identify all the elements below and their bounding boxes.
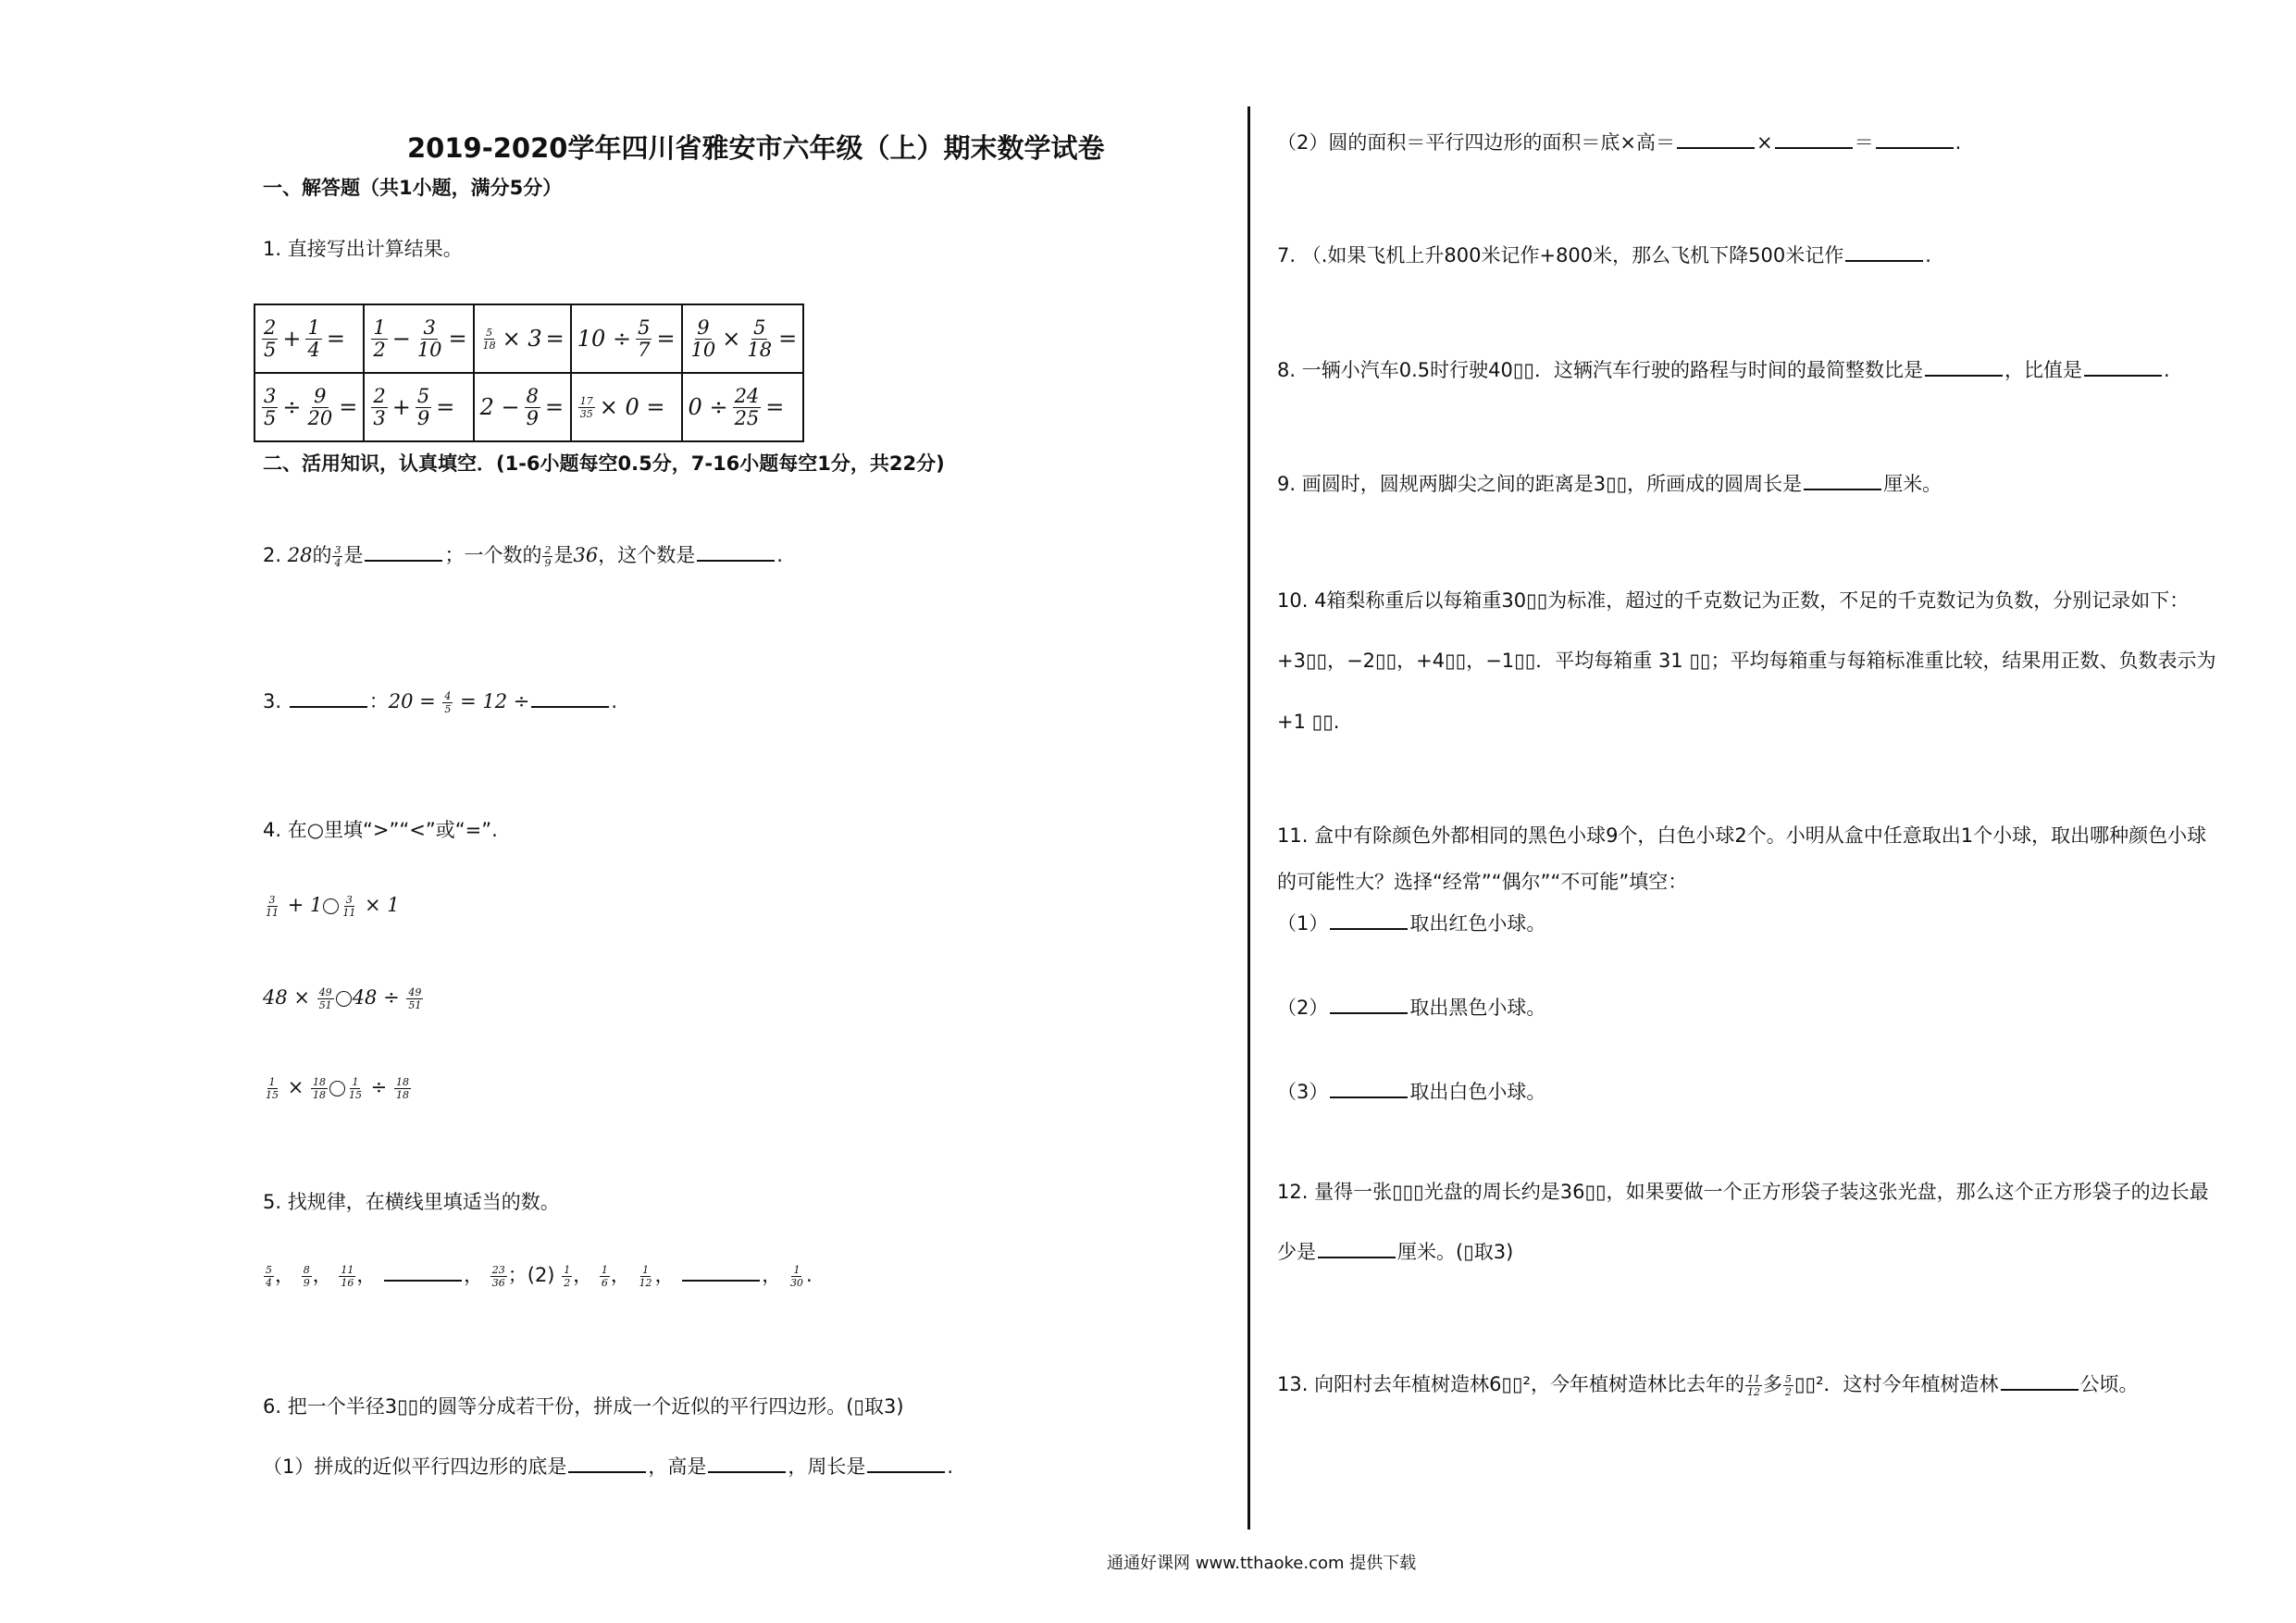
answer-blank[interactable] <box>1677 130 1755 149</box>
question-10-line-1: 10. 4箱梨称重后以每箱重30▯▯为标准，超过的千克数记为正数，不足的千克数记为负数，分别记录如下： <box>1277 589 2190 612</box>
question-11-part-1: （1） 取出红色小球。 <box>1277 912 1546 935</box>
answer-blank[interactable] <box>568 1455 646 1473</box>
question-11-line-2: 的可能性大？选择“经常”“偶尔”“不可能”填空： <box>1277 871 1688 893</box>
answer-blank[interactable] <box>1318 1240 1396 1258</box>
answer-blank[interactable] <box>531 689 609 708</box>
question-5: 5. 找规律，在横线里填适当的数。 <box>263 1191 560 1213</box>
compare-circle[interactable] <box>336 991 352 1007</box>
answer-blank[interactable] <box>867 1455 945 1473</box>
question-7: 7. （.如果飞机上升800米记作+800米，那么飞机下降500米记作 . <box>1277 244 1931 266</box>
table-cell: $\frac{5}{18}$ × 3 = <box>474 304 571 373</box>
question-10-line-2: +3▯▯，−2▯▯，+4▯▯，−1▯▯．平均每箱重 31 ▯▯；平均每箱重与每箱标准重比较，结果用正数、负数表示为 <box>1277 650 2216 672</box>
question-6-part-1: （1）拼成的近似平行四边形的底是 ，高是 ，周长是 . <box>263 1456 954 1478</box>
calculation-table <box>254 304 804 442</box>
answer-blank[interactable] <box>365 543 442 562</box>
answer-blank[interactable] <box>1330 996 1408 1014</box>
page-title: 2019-2020学年四川省雅安市六年级（上）期末数学试卷 <box>407 132 1105 164</box>
compare-line-2: 48 × $\frac{49}{51}$ 48 ÷ $\frac{49}{51}$ <box>263 986 422 1011</box>
question-11-part-3: （3） 取出白色小球。 <box>1277 1081 1546 1103</box>
answer-blank[interactable] <box>1804 472 1881 490</box>
answer-blank[interactable] <box>708 1455 786 1473</box>
table-cell: 2 − $\frac{8}{9}$ = <box>474 373 571 441</box>
table-cell: 10 ÷ $\frac{5}{7}$ = <box>571 304 682 373</box>
question-8: 8. 一辆小汽车0.5时行驶40▯▯．这辆汽车行驶的路程与时间的最简整数比是 ，比值是 . <box>1277 359 2170 381</box>
column-divider <box>1247 106 1250 1530</box>
table-cell: 0 ÷ $\frac{24}{25}$ = <box>682 373 804 441</box>
table-cell: $\frac{3}{5}$ ÷ $\frac{9}{20}$ = <box>254 373 364 441</box>
answer-blank[interactable] <box>384 1263 462 1282</box>
question-4: 4. 在○里填“>”“<”或“=”. <box>263 819 498 841</box>
compare-line-3: $\frac{1}{15}$ × $\frac{18}{18}$ $\frac{1}{15}$ ÷ $\frac{18}{18}$ <box>266 1076 409 1101</box>
table-cell: $\frac{17}{35}$ × 0 = <box>571 373 682 441</box>
question-11-line-1: 11. 盒中有除颜色外都相同的黑色小球9个，白色小球2个。小明从盒中任意取出1个小球，取出哪种颜色小球 <box>1277 824 2207 847</box>
question-9: 9. 画圆时，圆规两脚尖之间的距离是3▯▯，所画成的圆周长是 厘米。 <box>1277 473 1942 495</box>
section-1-heading: 一、解答题（共1小题，满分5分） <box>263 177 563 199</box>
answer-blank[interactable] <box>1925 358 2003 377</box>
answer-blank[interactable] <box>1330 1080 1408 1098</box>
question-2: 2. 28的 $\frac{3}{4}$ 是 ；一个数的 $\frac{2}{9}$ 是36，这个数是 . <box>263 543 783 569</box>
table-cell: $\frac{2}{5}$ + $\frac{1}{4}$ = <box>254 304 364 373</box>
question-6-part-2: （2）圆的面积＝平行四边形的面积＝底×高＝ × ＝ . <box>1277 131 1962 154</box>
sequence-line: $\frac{5}{4}$ ， $\frac{8}{9}$ ， $\frac{11}{16}$ ， ， $\frac{23}{36}$ ；(2) $\frac{1}{2}$ ， $\frac{1}{6}$ ， $\frac{1}{12}$ ， ， $\frac{1}{30}$ . <box>266 1263 813 1289</box>
compare-circle[interactable] <box>329 1081 345 1096</box>
question-10-line-3: +1 ▯▯. <box>1277 711 1340 733</box>
table-cell: $\frac{9}{10}$ × $\frac{5}{18}$ = <box>682 304 804 373</box>
question-6: 6. 把一个半径3▯▯的圆等分成若干份，拼成一个近似的平行四边形。(▯取3) <box>263 1395 904 1418</box>
table-row <box>254 304 803 373</box>
question-12-line-2: 少是 厘米。(▯取3) <box>1277 1241 1514 1263</box>
question-11-part-2: （2） 取出黑色小球。 <box>1277 997 1546 1019</box>
question-12-line-1: 12. 量得一张▯▯▯光盘的周长约是36▯▯，如果要做一个正方形袋子装这张光盘，那么这个正方形袋子的边长最 <box>1277 1181 2209 1203</box>
question-1 <box>263 235 463 263</box>
table-cell: $\frac{2}{3}$ + $\frac{5}{9}$ = <box>364 373 473 441</box>
answer-blank[interactable] <box>697 543 775 562</box>
compare-line-1: $\frac{3}{11}$ + 1 $\frac{3}{11}$ × 1 <box>266 894 400 919</box>
answer-blank[interactable] <box>1876 130 1954 149</box>
table-cell: $\frac{1}{2}$ − $\frac{3}{10}$ = <box>364 304 473 373</box>
answer-blank[interactable] <box>290 689 367 708</box>
table-row <box>254 373 803 441</box>
answer-blank[interactable] <box>2084 358 2162 377</box>
question-3: 3. ：20 = $\frac{4}{5}$ = 12 ÷ . <box>263 689 618 715</box>
question-text: 直接写出计算结果。 <box>287 238 463 260</box>
question-number: 1. <box>263 238 282 260</box>
compare-circle[interactable] <box>323 898 339 914</box>
question-13: 13. 向阳村去年植树造林6▯▯²，今年植树造林比去年的 $\frac{11}{12}$ 多 $\frac{5}{2}$ ▯▯²．这村今年植树造林 公顷。 <box>1277 1372 2139 1398</box>
answer-blank[interactable] <box>682 1263 760 1282</box>
section-2-heading: 二、活用知识，认真填空．(1-6小题每空0.5分，7-16小题每空1分，共22分) <box>263 452 945 475</box>
answer-blank[interactable] <box>1845 243 1923 262</box>
footer-credit: 通通好课网 www.tthaoke.com 提供下载 <box>1107 1554 1417 1573</box>
answer-blank[interactable] <box>2001 1372 2079 1391</box>
answer-blank[interactable] <box>1330 911 1408 930</box>
answer-blank[interactable] <box>1775 130 1853 149</box>
